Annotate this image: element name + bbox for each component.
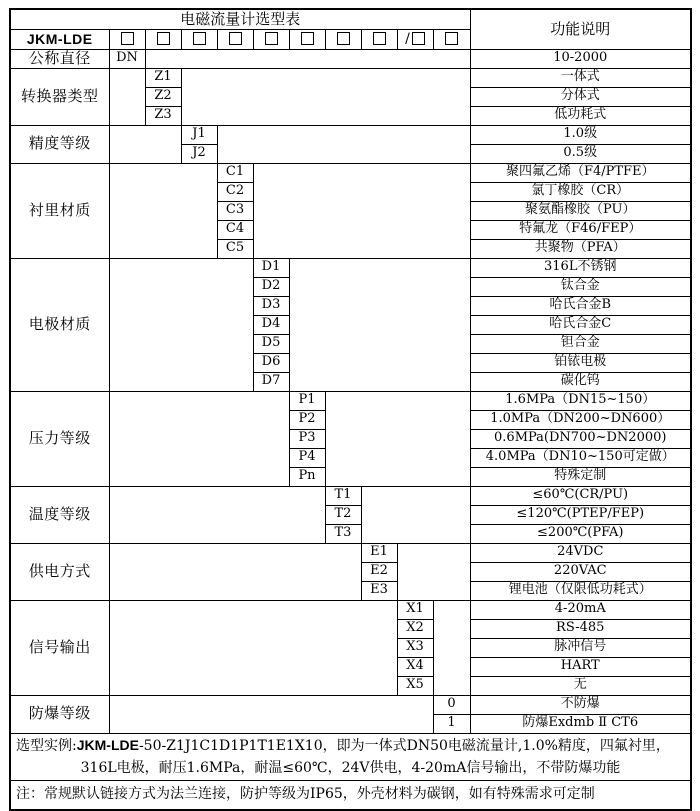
function-cell: ≤60℃(CR/PU) <box>470 486 691 505</box>
spacer-cell <box>109 543 361 600</box>
model-box-cell-8 <box>361 29 397 49</box>
function-cell: 1.0级 <box>470 125 691 144</box>
function-cell: 钛合金 <box>470 277 691 296</box>
model-box-cell-5 <box>253 29 289 49</box>
model-box-cell-4 <box>217 29 253 49</box>
code-cell: DN <box>109 49 145 68</box>
spacer-cell <box>253 163 470 258</box>
function-cell: 分体式 <box>470 87 691 106</box>
model-box-cell-3 <box>181 29 217 49</box>
function-cell: 钽合金 <box>470 334 691 353</box>
function-cell: 24VDC <box>470 543 691 562</box>
selection-table <box>9 8 692 811</box>
model-box-cell-10 <box>433 29 470 49</box>
example-model-code: JKM-LDE <box>76 737 139 753</box>
group-label-electrode: 电极材质 <box>10 258 109 391</box>
function-cell: 铂铱电极 <box>470 353 691 372</box>
checkbox-icon <box>157 32 170 45</box>
checkbox-icon <box>337 32 350 45</box>
code-cell: X3 <box>397 638 433 657</box>
function-cell: RS-485 <box>470 619 691 638</box>
function-cell: 10-2000 <box>470 49 691 68</box>
spacer-cell <box>289 258 470 391</box>
checkbox-icon <box>445 32 458 45</box>
group-label-temperature: 温度等级 <box>10 486 109 543</box>
spacer-cell <box>109 163 217 258</box>
model-box-cell-1 <box>109 29 145 49</box>
table-row <box>10 486 691 505</box>
spacer-cell <box>109 695 433 733</box>
function-cell: 共聚物（PFA） <box>470 239 691 258</box>
model-box-cell-9 <box>397 29 433 49</box>
function-cell: 316L不锈钢 <box>470 258 691 277</box>
slash-separator: / <box>405 30 410 47</box>
group-label-pressure: 压力等级 <box>10 391 109 486</box>
model-box-cell-2 <box>145 29 181 49</box>
model-label: JKM-LDE <box>10 29 109 49</box>
function-header: 功能说明 <box>470 9 691 49</box>
code-cell: E1 <box>361 543 397 562</box>
example-rest: -50-Z1J1C1D1P1T1E1X10，即为一体式DN50电磁流量计,1.0%精度，四氟衬里， <box>138 738 670 754</box>
code-cell: P1 <box>289 391 325 410</box>
spacer-cell <box>361 486 470 543</box>
function-cell: 不防爆 <box>470 695 691 714</box>
spacer-cell <box>145 49 470 68</box>
table-row <box>10 258 691 277</box>
spacer-cell <box>433 600 470 695</box>
group-label-explosion: 防爆等级 <box>10 695 109 733</box>
code-cell: P3 <box>289 429 325 448</box>
example-cell <box>10 733 691 780</box>
code-cell: J1 <box>181 125 217 144</box>
spacer-cell <box>109 600 397 695</box>
code-cell: P2 <box>289 410 325 429</box>
table-row <box>10 391 691 410</box>
function-cell: 碳化钨 <box>470 372 691 391</box>
page-title: 电磁流量计选型表 <box>10 9 470 29</box>
code-cell: D7 <box>253 372 289 391</box>
code-cell: X1 <box>397 600 433 619</box>
spacer-cell <box>217 125 470 163</box>
code-cell: C4 <box>217 220 253 239</box>
checkbox-icon <box>193 32 206 45</box>
function-cell: 聚四氟乙烯（F4/PTFE） <box>470 163 691 182</box>
function-cell: 4.0MPa（DN10~150可定做） <box>470 448 691 467</box>
function-cell: 特氟龙（F46/FEP） <box>470 220 691 239</box>
spacer-cell <box>109 125 181 163</box>
spacer-cell <box>109 68 145 125</box>
code-cell: C3 <box>217 201 253 220</box>
code-cell: C5 <box>217 239 253 258</box>
checkbox-icon <box>373 32 386 45</box>
function-cell: ≤200℃(PFA) <box>470 524 691 543</box>
spacer-cell <box>109 258 253 391</box>
example-row <box>10 733 691 780</box>
code-cell: 1 <box>433 714 470 733</box>
code-cell: D2 <box>253 277 289 296</box>
example-line1 <box>11 734 690 757</box>
function-cell: 聚氨酯橡胶（PU） <box>470 201 691 220</box>
function-cell: 哈氏合金B <box>470 296 691 315</box>
table-row <box>10 125 691 144</box>
code-cell: E3 <box>361 581 397 600</box>
code-cell: D5 <box>253 334 289 353</box>
group-label-dn: 公称直径 <box>10 49 109 68</box>
table-row <box>10 600 691 619</box>
function-cell: 一体式 <box>470 68 691 87</box>
model-box-cell-7 <box>325 29 361 49</box>
code-cell: Z2 <box>145 87 181 106</box>
group-label-signal: 信号输出 <box>10 600 109 695</box>
title-row <box>10 9 691 29</box>
spacer-cell <box>181 68 470 125</box>
code-cell: D4 <box>253 315 289 334</box>
code-cell: X4 <box>397 657 433 676</box>
function-cell: 无 <box>470 676 691 695</box>
code-cell: T2 <box>325 505 361 524</box>
code-cell: Z3 <box>145 106 181 125</box>
function-cell: 1.0MPa（DN200~DN600） <box>470 410 691 429</box>
example-prefix: 选型实例: <box>16 738 77 754</box>
function-cell: ≤120℃(PTEP/FEP) <box>470 505 691 524</box>
function-cell: 0.6MPa(DN700~DN2000) <box>470 429 691 448</box>
code-cell: Z1 <box>145 68 181 87</box>
code-cell: D6 <box>253 353 289 372</box>
spacer-cell <box>109 486 325 543</box>
checkbox-icon <box>301 32 314 45</box>
function-cell: 防爆Exdmb Ⅱ CT6 <box>470 714 691 733</box>
spacer-cell <box>109 391 289 486</box>
function-cell: 1.6MPa（DN15~150） <box>470 391 691 410</box>
checkbox-icon <box>121 32 134 45</box>
code-cell: Pn <box>289 467 325 486</box>
function-cell: 4-20mA <box>470 600 691 619</box>
group-label-lining: 衬里材质 <box>10 163 109 258</box>
code-cell: T3 <box>325 524 361 543</box>
code-cell: E2 <box>361 562 397 581</box>
checkbox-icon <box>229 32 242 45</box>
example-line2: 316L电极，耐压1.6MPa，耐温≤60℃，24V供电，4-20mA信号输出，不带防爆功能 <box>80 760 621 776</box>
code-cell: T1 <box>325 486 361 505</box>
function-cell: 0.5级 <box>470 144 691 163</box>
code-cell: C2 <box>217 182 253 201</box>
code-cell: J2 <box>181 144 217 163</box>
code-cell: X5 <box>397 676 433 695</box>
function-cell: 低功耗式 <box>470 106 691 125</box>
code-cell: 0 <box>433 695 470 714</box>
table-row <box>10 695 691 714</box>
group-label-converter: 转换器类型 <box>10 68 109 125</box>
spacer-cell <box>397 543 470 600</box>
code-cell: P4 <box>289 448 325 467</box>
table-row <box>10 68 691 87</box>
code-cell: C1 <box>217 163 253 182</box>
code-cell: D1 <box>253 258 289 277</box>
checkbox-icon <box>412 32 425 45</box>
note-row <box>10 780 691 810</box>
group-label-accuracy: 精度等级 <box>10 125 109 163</box>
checkbox-icon <box>265 32 278 45</box>
table-row <box>10 543 691 562</box>
note-cell: 注：常规默认链接方式为法兰连接，防护等级为IP65，外壳材料为碳钢，如有特殊需求可定制 <box>10 780 691 810</box>
function-cell: 哈氏合金C <box>470 315 691 334</box>
code-cell: D3 <box>253 296 289 315</box>
model-box-cell-6 <box>289 29 325 49</box>
table-row <box>10 49 691 68</box>
function-cell: 脉冲信号 <box>470 638 691 657</box>
table-row <box>10 163 691 182</box>
function-cell: 220VAC <box>470 562 691 581</box>
function-cell: 氯丁橡胶（CR） <box>470 182 691 201</box>
code-cell: X2 <box>397 619 433 638</box>
group-label-power: 供电方式 <box>10 543 109 600</box>
spacer-cell <box>325 391 470 486</box>
function-cell: 特殊定制 <box>470 467 691 486</box>
function-cell: 锂电池（仅限低功耗式） <box>470 581 691 600</box>
function-cell: HART <box>470 657 691 676</box>
